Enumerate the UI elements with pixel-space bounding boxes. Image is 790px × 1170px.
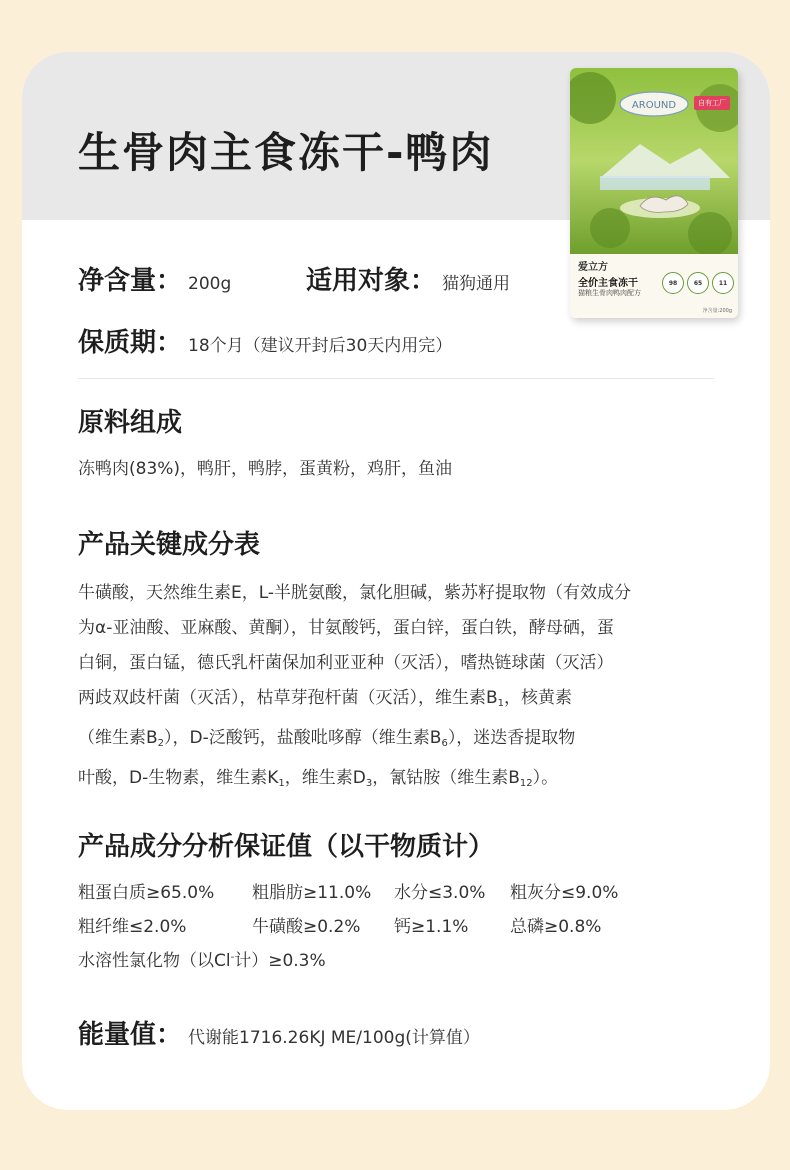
ingredients-title: 原料组成 bbox=[78, 408, 183, 438]
package-badges bbox=[662, 272, 734, 294]
energy-label: 能量值： bbox=[78, 1020, 183, 1050]
svg-text:AROUND: AROUND bbox=[631, 100, 677, 111]
product-package-image bbox=[570, 68, 738, 318]
package-badge: 65 bbox=[687, 272, 709, 294]
analysis-item: 水分≤3.0% bbox=[394, 883, 486, 903]
target-label: 适用对象： bbox=[306, 266, 437, 296]
product-card bbox=[22, 52, 770, 1110]
package-label-area bbox=[570, 254, 738, 318]
shelf-life-value: 18个月（建议开封后30天内用完） bbox=[188, 336, 453, 356]
package-product-name: 全价主食冻干 bbox=[578, 278, 638, 289]
ingredients-text: 冻鸭肉(83%)，鸭肝，鸭脖，蛋黄粉，鸡肝，鱼油 bbox=[78, 459, 453, 479]
energy-value: 代谢能1716.26KJ ME/100g(计算值） bbox=[188, 1028, 480, 1048]
net-content-value: 200g bbox=[188, 274, 232, 294]
shelf-life-row bbox=[78, 322, 452, 359]
net-content-row bbox=[78, 260, 231, 297]
package-subtitle: 猫粮生骨肉鸭肉配方 bbox=[578, 289, 641, 297]
factory-tag: 自有工厂 bbox=[694, 96, 730, 110]
key-components-text: 牛磺酸，天然维生素E，L-半胱氨酸，氯化胆碱，紫苏籽提取物（有效成分 为α-亚油酸、亚麻酸、黄酮），甘氨酸钙，蛋白锌，蛋白铁，酵母硒，蛋 白铜，蛋白锰，德氏乳杆菌保加利亚亚种（灭活），嗜热链球菌（灭活） 两歧双歧杆菌（灭活），枯草芽孢杆菌（灭活），维生素$B_1$，核黄素 （维生素$B_2$），D-泛酸钙，盐酸吡哆醇（维生素$B_6$），迷迭香提取物 叶酸，D-生物素，维生素$K_1$，维生素$D_3$，氰钴胺（维生素$B_{12}$）。 bbox=[78, 583, 632, 789]
target-value: 猫狗通用 bbox=[442, 274, 511, 294]
analysis-item: 总磷≥0.8% bbox=[510, 917, 602, 937]
package-badge: 11 bbox=[712, 272, 734, 294]
chloride-item: 水溶性氯化物（以Cl-计）≥0.3% bbox=[78, 951, 326, 971]
analysis-item: 粗脂肪≥11.0% bbox=[252, 883, 372, 903]
analysis-title: 产品成分分析保证值（以干物质计） bbox=[78, 832, 495, 862]
shelf-life-label: 保质期： bbox=[78, 328, 183, 358]
target-row bbox=[306, 260, 510, 297]
analysis-item: 粗蛋白质≥65.0% bbox=[78, 883, 215, 903]
divider bbox=[78, 378, 714, 379]
analysis-item: 粗灰分≤9.0% bbox=[510, 883, 619, 903]
page-title: 生骨肉主食冻干-鸭肉 bbox=[78, 128, 494, 177]
analysis-item: 钙≥1.1% bbox=[394, 917, 469, 937]
package-badge: 98 bbox=[662, 272, 684, 294]
energy-row bbox=[78, 1014, 480, 1051]
analysis-item: 粗纤维≤2.0% bbox=[78, 917, 187, 937]
analysis-item: 牛磺酸≥0.2% bbox=[252, 917, 361, 937]
package-net-weight: 净含量:200g bbox=[702, 308, 732, 314]
key-components-title: 产品关键成分表 bbox=[78, 530, 261, 560]
net-content-label: 净含量： bbox=[78, 266, 183, 296]
package-brand: 爱立方 bbox=[578, 262, 608, 273]
